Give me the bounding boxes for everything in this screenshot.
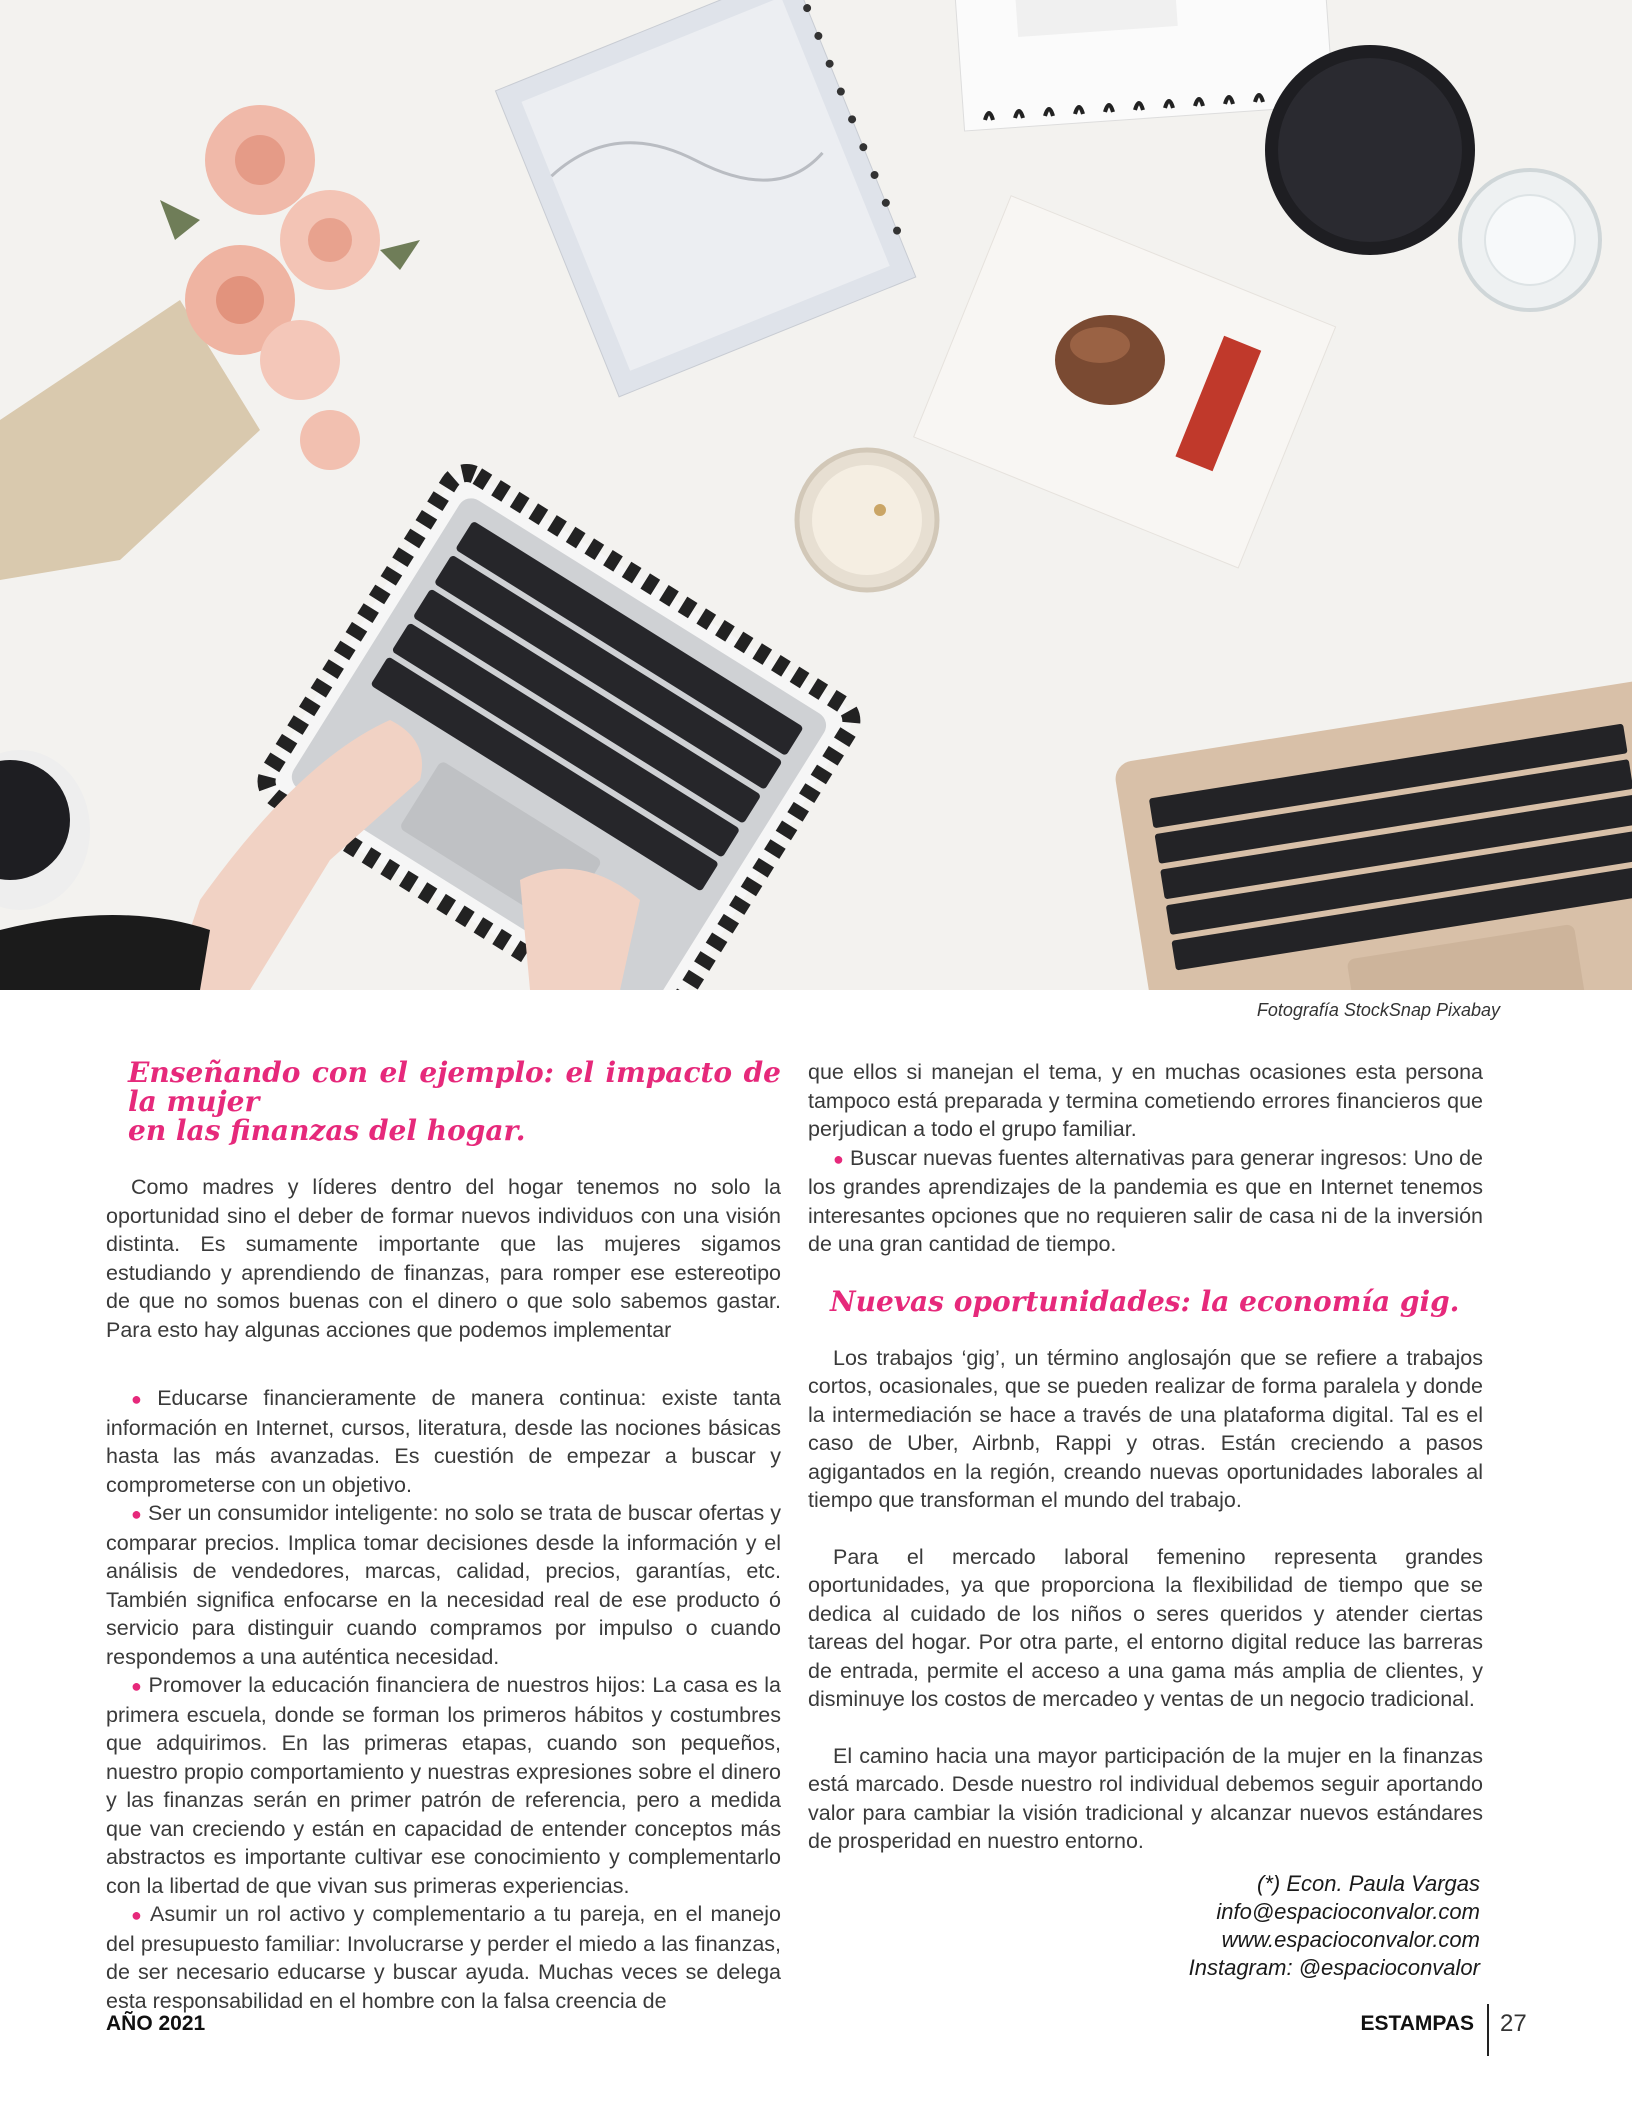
desk-workspace-photo-icon xyxy=(0,0,1632,990)
intro-paragraph: Como madres y líderes dentro del hogar tenemos no solo la oportunidad sino el deber de formar nuevos individuos con una visión distinta. Es sumamente importante que las mujeres sigamos estudiando y aprendiendo de finanzas, para romper ese estereotipo de que no somos buenas con el dinero o que solo sabemos gastar. Para esto hay algunas acciones que podemos implementar xyxy=(106,1175,781,1342)
bullet-dot-icon: ● xyxy=(131,1676,143,1696)
footer-magazine: ESTAMPAS xyxy=(1360,2012,1474,2035)
author-email: info@espacioconvalor.com xyxy=(1216,1899,1480,1924)
body-paragraph: Para el mercado laboral femenino representa grandes oportunidades, ya que proporciona la flexibilidad de tiempo que se dedica al cuidado de los niños o seres queridos y atender ciertas tareas del hogar. Por otra parte, el entorno digital reduce las barreras de entrada, permite el acceso a una gama más amplia de clientes, y disminuye los costos de mercadeo y ventas de un negocio tradicional. xyxy=(808,1544,1483,1711)
photo-caption: Fotografía StockSnap Pixabay xyxy=(1256,1000,1500,1020)
body-paragraph: Los trabajos ‘gig’, un término anglosajón que se refiere a trabajos cortos, ocasionales, que se pueden realizar de forma paralela y donde la intermediación se hace a través de una plataforma digital. Tal es el caso de Uber, Airbnb, Rappi y otras. Están creciendo a pasos agigantados en la región, creando nuevas oportunidades laborales al tiempo que transforman el mundo del trabajo. xyxy=(808,1345,1483,1512)
header-photo xyxy=(0,0,1632,990)
author-name: (*) Econ. Paula Vargas xyxy=(1257,1871,1480,1896)
spacer xyxy=(808,1714,1483,1742)
author-instagram: Instagram: @espacioconvalor xyxy=(1188,1955,1480,1980)
section-heading-1-line1: Enseñando con el ejemplo: el impacto de la mujer xyxy=(128,1056,781,1118)
spacer xyxy=(808,1316,1483,1344)
left-column xyxy=(106,1058,781,2015)
bullet-dot-icon: ● xyxy=(131,1905,145,1925)
section-heading-1-line2: en las finanzas del hogar. xyxy=(128,1114,526,1147)
bullet-text: Asumir un rol activo y complementario a tu pareja, en el manejo del presupuesto familiar: Involucrarse y perder el miedo a las finanzas, de ser necesario educarse y buscar ayuda. Muchas veces se delega esta responsabilidad en el hombre con la falsa creencia de xyxy=(106,1902,781,2013)
bullet-dot-icon: ● xyxy=(833,1148,844,1169)
spacer xyxy=(106,1145,781,1173)
bullet-item xyxy=(106,1671,781,1900)
footer-divider xyxy=(1487,2004,1489,2056)
author-website: www.espacioconvalor.com xyxy=(1221,1927,1480,1952)
spacer xyxy=(808,1259,1483,1287)
continuation-paragraph: que ellos si manejan el tema, y en muchas ocasiones esta persona tampoco está preparada y termina cometiendo errores financieros que perjudican a todo el grupo familiar. xyxy=(808,1060,1483,1141)
body-paragraph: El camino hacia una mayor participación de la mujer en la finanzas está marcado. Desde nuestro rol individual debemos seguir aportando valor para cambiar la visión tradicional y alcanzar nuevos estándares de prosperidad en nuestro entorno. xyxy=(808,1743,1483,1853)
bullet-item xyxy=(106,1900,781,2015)
spacer xyxy=(808,1515,1483,1543)
spacer xyxy=(106,1372,781,1384)
bullet-item xyxy=(106,1384,781,1499)
bullet-item xyxy=(106,1499,781,1671)
page-number: 27 xyxy=(1500,2010,1527,2037)
bullet-text: Educarse financieramente de manera continua: existe tanta información en Internet, cursos, literatura, desde las nociones básicas hasta las más avanzadas. Es cuestión de empezar a buscar y comprometerse con un objetivo. xyxy=(106,1386,781,1497)
bullet-dot-icon: ● xyxy=(131,1504,142,1524)
bullet-text: Buscar nuevas fuentes alternativas para generar ingresos: Uno de los grandes aprendizajes de la pandemia es que en Internet tenemos interesantes opciones que no requieren salir de casa ni de la inversión de una gran cantidad de tiempo. xyxy=(808,1145,1484,1256)
author-signature xyxy=(1189,1870,1480,1982)
section-heading-1 xyxy=(106,1058,781,1145)
bullet-dot-icon: ● xyxy=(131,1389,152,1409)
bullet-text: Promover la educación financiera de nuestros hijos: La casa es la primera escuela, donde se forman los primeros hábitos y costumbres que adquirimos. En las primeras etapas, cuando son pequeños, nuestro propio comportamiento y nuestras expresiones sobre el dinero y las finanzas serán en primer patrón de referencia, pero a medida que van creciendo y están en capacidad de entender conceptos más abstractos es importante cultivar ese conocimiento y complementarlo con la libertad de que vivan sus primeras experiencias. xyxy=(106,1673,781,1898)
section-heading-2: Nuevas oportunidades: la economía gig. xyxy=(830,1284,1460,1318)
right-column xyxy=(808,1058,1483,1856)
footer-year: AÑO 2021 xyxy=(106,2012,206,2035)
spacer xyxy=(106,1344,781,1372)
bullet-text: Ser un consumidor inteligente: no solo se trata de buscar ofertas y comparar precios. Implica tomar decisiones desde la información y el análisis de vendedores, marcas, calidad, precios, garantías, etc. También significa enfocarse en la necesidad real de ese producto ó servicio para distinguir cuando compramos por impulso o cuando respondemos a una auténtica necesidad. xyxy=(106,1501,781,1669)
bullet-item xyxy=(808,1144,1483,1259)
